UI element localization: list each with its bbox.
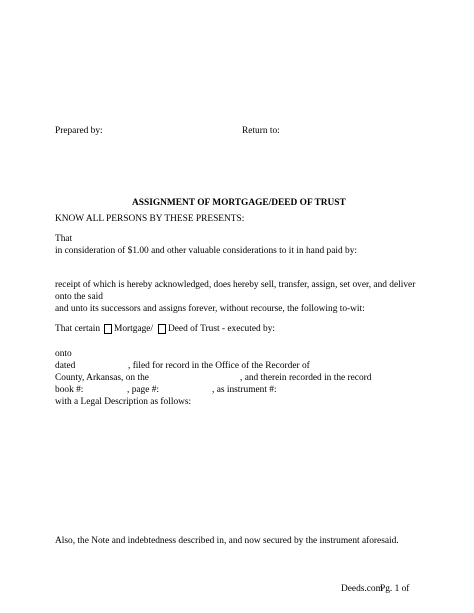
mortgage-label: Mortgage/ <box>114 324 154 334</box>
filed-for-record-text: , filed for record in the Office of the Recorder of <box>128 361 310 371</box>
prepared-by-label: Prepared by: <box>55 126 103 136</box>
consideration-line: in consideration of $1.00 and other valuable considerations to it in hand paid by: <box>55 246 358 256</box>
therein-recorded-text: , and therein recorded in the record <box>240 373 372 383</box>
footer-page-number: Pg. 1 of <box>380 584 410 594</box>
return-to-label: Return to: <box>242 126 280 136</box>
dated-label: dated <box>55 361 76 371</box>
that-certain-label: That certain <box>55 324 101 334</box>
know-all-persons: KNOW ALL PERSONS BY THESE PRESENTS: <box>55 214 245 224</box>
deed-of-trust-label: Deed of Trust - executed by: <box>168 324 276 334</box>
onto-label: onto <box>55 349 72 359</box>
document-title: ASSIGNMENT OF MORTGAGE/DEED OF TRUST <box>132 198 346 208</box>
instrument-label: , as instrument #: <box>212 385 277 395</box>
mortgage-checkbox[interactable] <box>104 324 112 334</box>
page-label: , page #: <box>127 385 160 395</box>
also-note-text: Also, the Note and indebtedness described in, and now secured by the instrument aforesaid. <box>55 536 399 546</box>
that-label: That <box>55 234 73 244</box>
county-arkansas-text: County, Arkansas, on the <box>55 373 149 383</box>
footer-site: Deeds.com <box>341 584 383 594</box>
receipt-line-2: onto the said <box>55 292 103 302</box>
receipt-line-1: receipt of which is hereby acknowledged, does hereby sell, transfer, assign, set over, and deliver <box>55 280 416 290</box>
legal-description-label: with a Legal Description as follows: <box>55 397 192 407</box>
book-label: book #: <box>55 385 84 395</box>
deed-of-trust-checkbox[interactable] <box>158 324 166 334</box>
receipt-line-3: and unto its successors and assigns forever, without recourse, the following to-wit: <box>55 304 365 314</box>
